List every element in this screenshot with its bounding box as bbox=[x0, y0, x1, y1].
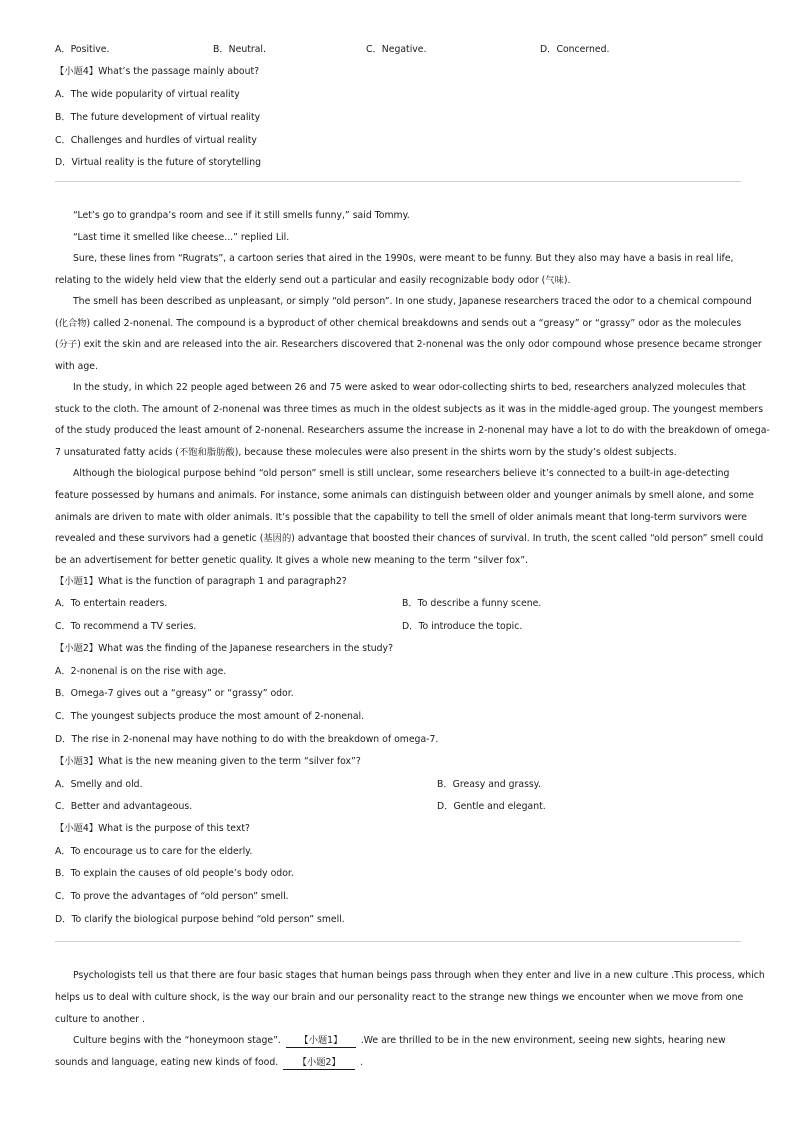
passage-line: “Let’s go to grandpa’s room and see if it still smells funny,” said Tommy. bbox=[73, 210, 410, 221]
option-d[interactable]: D．To introduce the topic. bbox=[402, 621, 523, 632]
passage-line: (分子) exit the skin and are released into the air. Researchers discovered that 2-nonenal was the only odor compound whose presence became stronger bbox=[55, 339, 762, 350]
option-a[interactable]: A．Positive. bbox=[55, 44, 110, 55]
answer-blank-1[interactable]: 【小题1】 bbox=[286, 1035, 356, 1048]
passage-text: .We are thrilled to be in the new environment, seeing new sights, hearing new bbox=[360, 1035, 726, 1046]
option-d[interactable]: D．Virtual reality is the future of storytelling bbox=[55, 157, 262, 168]
passage-text: Culture begins with the “honeymoon stage”. bbox=[73, 1035, 281, 1046]
option-c[interactable]: C．Negative. bbox=[366, 44, 427, 55]
passage-line: “Last time it smelled like cheese...” replied Lil. bbox=[73, 232, 290, 243]
option-b[interactable]: B．Neutral. bbox=[213, 44, 266, 55]
passage-line: revealed and these survivors had a genetic (基因的) advantage that boosted their chances of survival. In truth, the scent called “old person” smell could bbox=[55, 533, 764, 544]
passage-line: with age. bbox=[55, 361, 98, 372]
passage-line bbox=[73, 1035, 726, 1048]
option-a[interactable]: A．The wide popularity of virtual reality bbox=[55, 89, 240, 100]
answer-blank-2[interactable]: 【小题2】 bbox=[283, 1057, 355, 1070]
passage-line: helps us to deal with culture shock, is the way our brain and our personality react to the strange new things we encounter when we move from one bbox=[55, 992, 744, 1003]
passage-line: feature possessed by humans and animals. For instance, some animals can distinguish between older and younger animals by smell alone, and some bbox=[55, 490, 754, 501]
option-b[interactable]: B．Greasy and grassy. bbox=[437, 779, 541, 790]
option-b[interactable]: B．To explain the causes of old people’s body odor. bbox=[55, 868, 294, 879]
section-divider bbox=[55, 181, 741, 182]
passage-line: Sure, these lines from “Rugrats”, a cartoon series that aired in the 1990s, were meant to be funny. But they also may have a basis in real life, bbox=[73, 253, 734, 264]
question-stem: 【小题1】What is the function of paragraph 1 and paragraph2? bbox=[55, 576, 347, 587]
option-c[interactable]: C．The youngest subjects produce the most amount of 2-nonenal. bbox=[55, 711, 365, 722]
passage-line: 7 unsaturated fatty acids (不饱和脂肪酸), because these molecules were also present in the shirts worn by the study’s oldest subjects. bbox=[55, 447, 677, 458]
passage-text: . bbox=[360, 1057, 364, 1068]
option-b[interactable]: B．To describe a funny scene. bbox=[402, 598, 542, 609]
option-d[interactable]: D．Gentle and elegant. bbox=[437, 801, 546, 812]
passage-line: Psychologists tell us that there are four basic stages that human beings pass through when they enter and live in a new culture .This process, which bbox=[73, 970, 765, 981]
option-b[interactable]: B．Omega-7 gives out a “greasy” or “grassy” odor. bbox=[55, 688, 294, 699]
passage-line: The smell has been described as unpleasant, or simply “old person”. In one study, Japanese researchers traced the odor to a chemical compound bbox=[73, 296, 752, 307]
passage-line: Although the biological purpose behind “old person” smell is still unclear, some researchers believe it’s connected to a built-in age-detecting bbox=[73, 468, 730, 479]
passage-line: be an advertisement for better genetic quality. It gives a whole new meaning to the term “silver fox”. bbox=[55, 555, 529, 566]
passage-line: culture to another . bbox=[55, 1014, 145, 1025]
option-d[interactable]: D．The rise in 2-nonenal may have nothing to do with the breakdown of omega-7. bbox=[55, 734, 439, 745]
passage-line: stuck to the cloth. The amount of 2-nonenal was three times as much in the oldest subjects as it was in the middle-aged group. The youngest members bbox=[55, 404, 764, 415]
option-b[interactable]: B．The future development of virtual reality bbox=[55, 112, 261, 123]
option-c[interactable]: C．Better and advantageous. bbox=[55, 801, 193, 812]
section-divider bbox=[55, 941, 741, 942]
option-a[interactable]: A．To entertain readers. bbox=[55, 598, 168, 609]
passage-line: of the study produced the least amount of 2-nonenal. Researchers assume the increase in 2-nonenal may have a lot to do with the breakdown of omega- bbox=[55, 425, 770, 436]
question-stem: 【小题4】What is the purpose of this text? bbox=[55, 823, 250, 834]
passage-line: animals are driven to mate with older animals. It’s possible that the capability to tell the smell of older animals meant that long-term survivors were bbox=[55, 512, 748, 523]
question-stem: 【小题2】What was the finding of the Japanese researchers in the study? bbox=[55, 643, 393, 654]
option-a[interactable]: A．To encourage us to care for the elderly. bbox=[55, 846, 253, 857]
option-d[interactable]: D．To clarify the biological purpose behind “old person” smell. bbox=[55, 914, 345, 925]
option-c[interactable]: C．To recommend a TV series. bbox=[55, 621, 197, 632]
passage-line: relating to the widely held view that the elderly send out a particular and easily recognizable body odor (气味). bbox=[55, 275, 571, 286]
question-stem: 【小题3】What is the new meaning given to the term “silver fox”? bbox=[55, 756, 361, 767]
option-c[interactable]: C．Challenges and hurdles of virtual reality bbox=[55, 135, 257, 146]
passage-text: sounds and language, eating new kinds of food. bbox=[55, 1057, 279, 1068]
question-stem: 【小题4】What’s the passage mainly about? bbox=[55, 66, 260, 77]
passage-line: (化合物) called 2-nonenal. The compound is a byproduct of other chemical breakdowns and sends out a “greasy” or “grassy” odor as the molecules bbox=[55, 318, 742, 329]
passage-line: In the study, in which 22 people aged between 26 and 75 were asked to wear odor-collecting shirts to bed, researchers analyzed molecules that bbox=[73, 382, 746, 393]
option-d[interactable]: D．Concerned. bbox=[540, 44, 610, 55]
option-a[interactable]: A．2-nonenal is on the rise with age. bbox=[55, 666, 227, 677]
passage-line bbox=[55, 1057, 363, 1070]
option-c[interactable]: C．To prove the advantages of “old person” smell. bbox=[55, 891, 289, 902]
option-a[interactable]: A．Smelly and old. bbox=[55, 779, 143, 790]
